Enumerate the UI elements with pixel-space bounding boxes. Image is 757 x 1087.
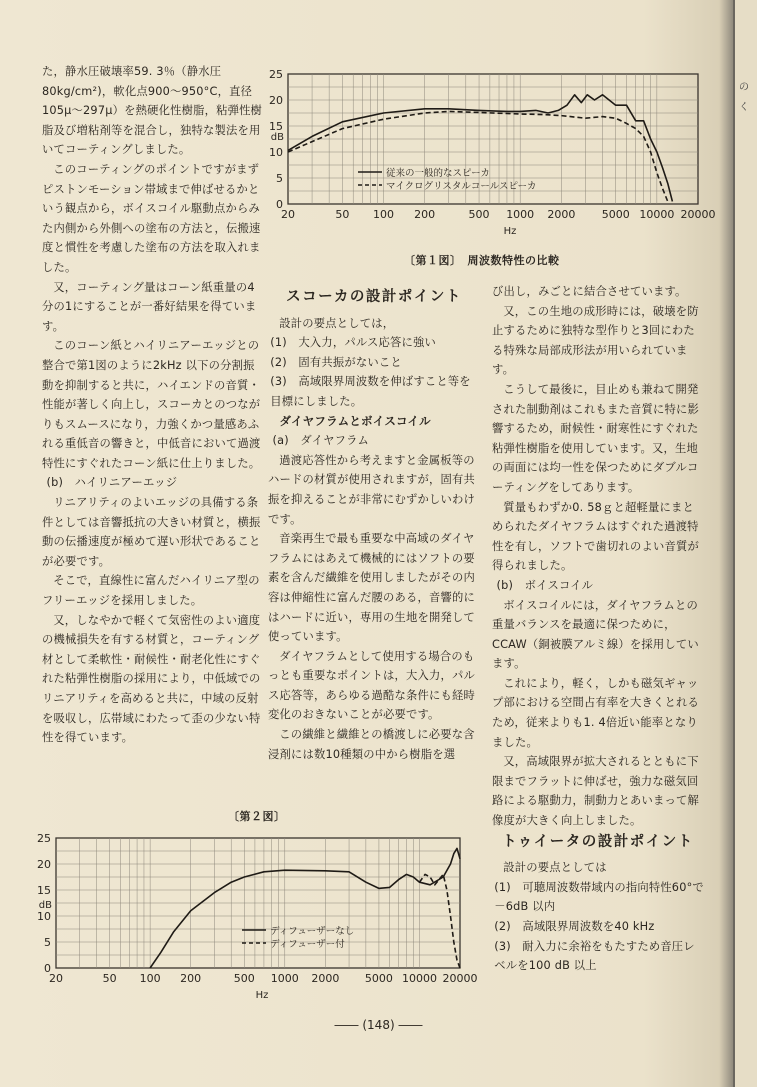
y-tick-label: 10: [37, 910, 51, 923]
list-item: (1) 大入力，パルス応答に強い: [270, 336, 436, 350]
page-number: ―― (148) ――: [334, 1018, 423, 1032]
list-item: (3) 高域限界周波数を伸ばすこと等を目標にしました。: [270, 375, 471, 408]
subheading: (b) ハイリニアーエッジ: [46, 476, 178, 490]
list-item: (1) 可聴周波数帯域内の指向特性60°で－6dB 以内: [494, 880, 704, 914]
paragraph: そこで，直線性に富んだハイリニア型のフリーエッジを採用しました。: [42, 574, 260, 608]
column-2: [268, 286, 480, 764]
paragraph: 又，コーティング量はコーン紙重量の4分の1にすることが一番好結果を得ています。: [42, 280, 257, 333]
paragraph: た，静水圧破壊率59. 3％（静水圧80kg/cm²)，軟化点900～950°C，直径105μ～297μ）を熱硬化性樹脂，粘弾性樹脂及び増粘剤等を混合し，独特な製法を用いてコーティングしました。: [42, 65, 263, 157]
paragraph: 設計の要点としては: [503, 861, 607, 875]
x-tick-label: 20: [49, 972, 63, 985]
paragraph: このコーティングのポイントですがまずピストンモーション帯域まで伸ばせるかという観点から，ボイスコイル駆動点からみた内側から外側への塗布の方法と，伝搬速度と慣性を考慮した塗布の方法を取入れました。: [42, 162, 261, 274]
x-tick-label: 500: [233, 972, 255, 985]
y-tick-label: 15: [269, 120, 283, 133]
paragraph: 設計の要点としては，: [279, 316, 395, 330]
legend-label: 従来の一般的なスピーカ: [386, 168, 490, 179]
paragraph: 又，この生地の成形時には，破壊を防止するために独特な型作りと3回にわたる特殊な局部成形法が用いられています。: [492, 304, 699, 377]
x-tick-label: 2000: [311, 972, 340, 985]
x-tick-label: 2000: [547, 208, 576, 221]
y-tick-label: 20: [37, 858, 51, 871]
y-tick-label: 15: [37, 884, 51, 897]
legend-label: ディフューザーなし: [270, 926, 355, 937]
y-tick-label: 0: [44, 962, 51, 975]
paragraph: このコーン紙とハイリニアーエッジとの整合で第1図のように2kHz 以下の分割振動を抑制すると共に，ハイエンドの音質・性能が著しく向上し，スコーカとのつながりもスムースになり，力強くかつ量感あふれる重低音の響きと，中低音において過渡特性にすぐれたコーン紙に仕上りました。: [42, 339, 261, 470]
x-tick-label: 200: [414, 208, 436, 221]
x-tick-label: 10000: [639, 208, 675, 221]
x-tick-label: 5000: [364, 972, 393, 985]
x-axis-unit: Hz: [503, 226, 517, 237]
y-tick-label: 20: [269, 94, 283, 107]
section-heading: トゥイータの設計ポイント: [502, 833, 694, 850]
list-item: (2) 固有共振がないこと: [270, 355, 402, 369]
paragraph: これにより，軽く，しかも磁気ギャップ部における空間占有率を大きくとれるため，従来よりも1. 4倍近い能率となりました。: [492, 676, 699, 749]
subheading: (b) ボイスコイル: [496, 578, 594, 592]
list-item: (3) 耐入力に余裕をもたすため音圧レベルを100 dB 以上: [494, 939, 695, 973]
section-heading: スコーカの設計ポイント: [286, 289, 462, 305]
subheading: (a) ダイヤフラム: [272, 434, 369, 448]
figure-1-chart: [250, 62, 716, 242]
y-tick-label: 10: [269, 146, 283, 159]
edge-char: の: [739, 82, 749, 93]
figure-1-caption: 〔第１図〕 周波数特性の比較: [404, 254, 560, 267]
y-tick-label: 25: [269, 68, 283, 81]
x-tick-label: 50: [335, 208, 350, 221]
y-axis-unit: dB: [38, 900, 52, 911]
x-tick-label: 5000: [601, 208, 630, 221]
paragraph: こうして最後に，目止めも兼ねて開発された制動剤はこれもまた音質に特に影響するため，耐候性・耐寒性にすぐれた粘弾性樹脂を使用しています。又，生地の両面には均一性を保つためにダブルコーティングをしてあります。: [492, 382, 699, 494]
x-tick-label: 20000: [442, 972, 478, 985]
x-tick-label: 1000: [506, 208, 535, 221]
x-tick-label: 20: [281, 208, 295, 221]
paragraph: 過渡応答性から考えますと金属板等のハードの材質が使用されますが，固有共振を抑えることが非常にむずかしいわけです。: [268, 453, 475, 526]
x-axis-unit: Hz: [255, 990, 269, 1001]
edge-char: く: [739, 102, 749, 113]
paragraph: この繊維と繊維との橋渡しに必要な含浸剤には数10種類の中から樹脂を選: [268, 728, 475, 761]
column-1: [42, 62, 266, 748]
x-tick-label: 100: [373, 208, 395, 221]
paragraph: 音楽再生で最も重要な中高域のダイヤフラムにはあえて機械的にはソフトの要素を含んだ繊維を使用しましたがその内容は伸縮性に富んだ腰のある，音響的にはハードに近い，専用の生地を開発して使っています。: [268, 532, 475, 644]
y-tick-label: 5: [44, 936, 51, 949]
subheading: ダイヤフラムとボイスコイル: [279, 413, 431, 428]
figure-2-chart: [22, 826, 478, 1004]
paragraph: 又，しなやかで軽くて気密性のよい適度の機械損失を有する材質と，コーティング材として柔軟性・耐候性・耐老化性にすぐれた粘弾性樹脂の採用により，中低域でのリニアリティを高めると共に，中域の反射を吸収し，広帯域にわたって歪の少ない特性を得ています。: [42, 613, 261, 745]
adjacent-page-edge: [733, 0, 757, 1087]
paragraph: 質量もわずか0. 58ｇと超軽量にまとめられたダイヤフラムはすぐれた過渡特性を有し，ソフトで歯切れのよい音質が得られました。: [492, 500, 699, 573]
figure-2-caption: 〔第２図〕: [228, 810, 286, 823]
y-axis-unit: dB: [270, 132, 284, 143]
paragraph: ダイヤフラムとして使用する場合のもっとも重要なポイントは，大入力，パルス応答等，あらゆる過酷な条件にも経時変化のおきないことが必要です。: [268, 649, 475, 722]
legend-label: マイクログリスタルコールスピーカ: [386, 181, 537, 192]
series-line: [420, 874, 461, 968]
x-tick-label: 1000: [270, 972, 299, 985]
x-tick-label: 10000: [401, 972, 437, 985]
y-tick-label: 0: [276, 198, 283, 211]
paragraph: リニアリティのよいエッジの具備する条件としては音響抵抗の大きい材質と，横振動の伝播速度が極めて遅い形状であることが必要です。: [42, 496, 261, 568]
x-tick-label: 50: [102, 972, 117, 985]
paragraph: び出し，みごとに結合させています。: [492, 285, 687, 298]
y-tick-label: 5: [276, 172, 283, 185]
legend-label: ディフューザー付: [270, 939, 345, 950]
x-tick-label: 200: [180, 972, 202, 985]
paragraph: ボイスコイルには，ダイヤフラムとの重量バランスを最適に保つために，CCAW（銅被膜アルミ線）を採用しています。: [492, 598, 699, 671]
x-tick-label: 20000: [680, 208, 716, 221]
x-tick-label: 100: [139, 972, 161, 985]
list-item: (2) 高域限界周波数を40 kHz: [494, 920, 655, 933]
column-3: [492, 282, 704, 976]
y-tick-label: 25: [37, 832, 51, 845]
x-tick-label: 500: [468, 208, 490, 221]
paragraph: 又，高域限界が拡大されるとともに下限までフラットに伸ばせ，強力な磁気回路による駆動力，制動力とあいまって解像度が大きく向上しました。: [492, 755, 699, 828]
